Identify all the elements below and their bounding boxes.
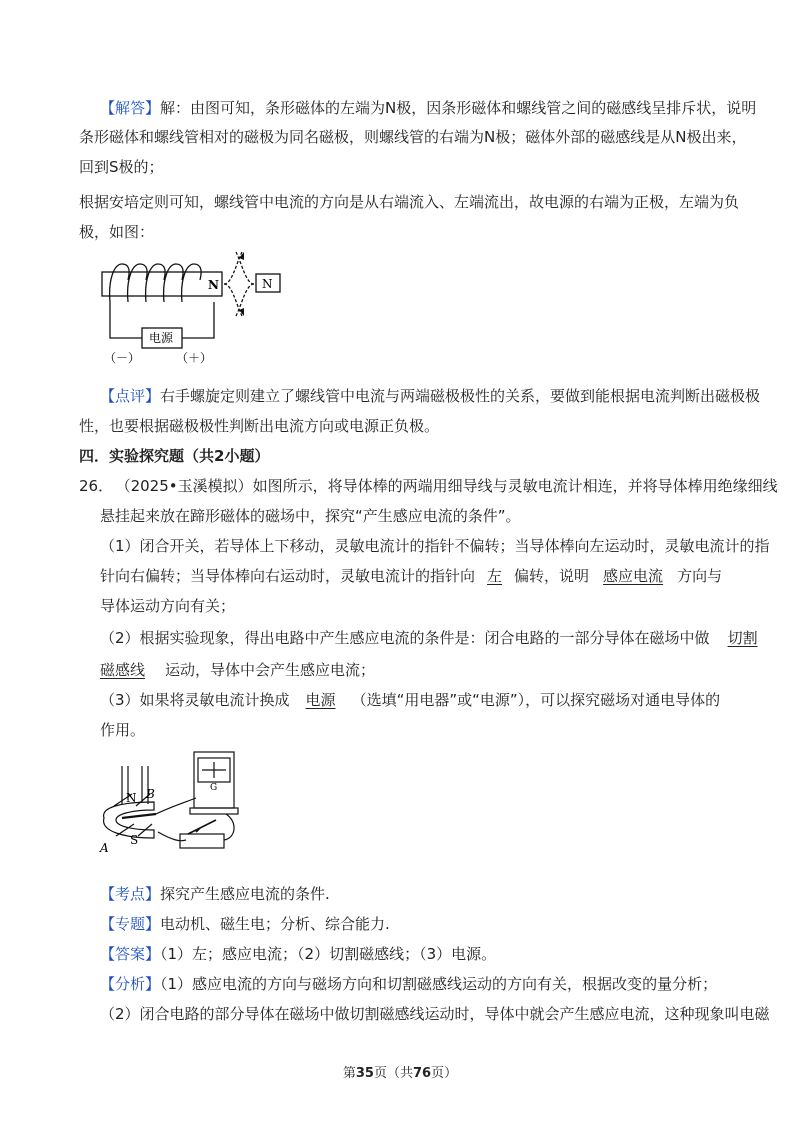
magnet-s-label: S	[130, 833, 139, 847]
footer-suffix: 页）	[431, 1066, 458, 1081]
q26-part2-text-b: 运动，导体中会产生感应电流；	[165, 661, 376, 679]
q26-part1-text-c: 方向与	[677, 567, 723, 585]
q26-part1-line-2	[100, 566, 722, 586]
fenxi-line-2: （2）闭合电路的部分导体在磁场中做切割磁感线运动时，导体中就会产生感应电流，这种现象叫电磁	[100, 1005, 770, 1023]
daan-tag: 【答案】	[100, 945, 161, 963]
point-b-label: B	[146, 787, 155, 801]
comment-line-2: 性，也要根据磁极极性判断出电流方向或电源正负极。	[79, 417, 440, 435]
answer-line-4: 根据安培定则可知，螺线管中电流的方向是从右端流入、左端流出，故电源的右端为正极，左端为负	[79, 193, 740, 211]
magnet-n-label: N	[126, 791, 137, 805]
zhuanti-tag: 【专题】	[100, 915, 161, 933]
footer-page-number: 35	[355, 1066, 374, 1081]
answer-line-5: 极，如图：	[79, 223, 155, 241]
answer-text: 解：由图可知，条形磁体的左端为N极，因条形磁体和螺线管之间的磁感线呈排斥状，说明	[160, 99, 757, 117]
galvanometer-g-label: G	[210, 783, 218, 793]
fenxi-tag: 【分析】	[100, 975, 161, 993]
q26-part2-text-a: （2）根据实验现象，得出电路中产生感应电流的条件是：闭合电路的一部分导体在磁场中做	[100, 629, 710, 647]
q26-part3-text-b: （选填“用电器”或“电源”），可以探究磁场对通电导体的	[351, 691, 721, 709]
zhuanti-text: 电动机、磁生电；分析、综合能力.	[160, 915, 390, 933]
answer-blank-left: 左	[487, 567, 503, 585]
magnet-pole-label: N	[262, 277, 273, 291]
solenoid-core	[102, 272, 222, 296]
q26-stem-text: （2025•玉溪模拟）如图所示，将导体棒的两端用细导线与灵敏电流计相连，并将导体棒用绝缘细线	[123, 477, 778, 495]
q26-part1-text-b: 偏转，说明	[514, 567, 590, 585]
comment-text: 右手螺旋定则建立了螺线管中电流与两端磁极极性的关系，要做到能根据电流判断出磁极极	[160, 387, 761, 405]
q26-part2-line-2	[100, 660, 375, 680]
solenoid-figure	[98, 250, 288, 368]
field-line-down-2	[236, 284, 254, 316]
galvanometer-base	[190, 808, 238, 814]
q26-part1-text-a: 针向右偏转；当导体棒向右运动时，灵敏电流计的指针向	[100, 567, 476, 585]
field-line-down	[224, 284, 242, 316]
dianping-tag: 【点评】	[100, 387, 161, 405]
power-source-label: 电源	[149, 331, 174, 345]
galvanometer-case	[194, 752, 234, 808]
galvanometer-needle	[202, 762, 226, 778]
footer-prefix: 第	[342, 1066, 356, 1081]
right-wire	[182, 302, 214, 338]
jieda-tag: 【解答】	[100, 99, 161, 117]
answer-blank-cutting-a: 切割	[727, 629, 758, 647]
answer-line-2: 条形磁体和螺线管相对的磁极为同名磁极，则螺线管的右端为N极；磁体外部的磁感线是从N极出来，	[79, 128, 747, 146]
answer-blank-cutting-b: 磁感线	[100, 661, 146, 679]
footer-mid: 页（共	[373, 1066, 413, 1081]
zhuanti-line	[100, 914, 390, 934]
answer-blank-power-source: 电源	[305, 691, 336, 709]
q26-number: 26．	[79, 477, 114, 495]
answer-line-3: 回到S极的；	[79, 158, 164, 176]
daan-text: （1）左；感应电流；（2）切割磁感线；（3）电源。	[160, 945, 497, 963]
q26-part3-line-2: 作用。	[100, 721, 146, 739]
q26-stem-line-1	[79, 476, 778, 496]
induction-apparatus-figure	[96, 748, 246, 860]
left-wire	[110, 302, 142, 338]
answer-blank-induced-current: 感应电流	[603, 567, 664, 585]
horseshoe-magnet	[104, 802, 154, 838]
q26-part3-line-1	[100, 690, 720, 710]
switch-base	[180, 834, 224, 848]
kaodian-text: 探究产生感应电流的条件.	[160, 885, 330, 903]
answer-line-1	[100, 98, 756, 118]
point-a-label: A	[100, 841, 109, 855]
daan-line	[100, 944, 496, 964]
conductor-rod	[122, 814, 156, 818]
switch-lever	[188, 820, 216, 834]
fenxi-line-1	[100, 974, 717, 994]
kaodian-tag: 【考点】	[100, 885, 161, 903]
field-line-up	[224, 252, 242, 284]
q26-part3-text-a: （3）如果将灵敏电流计换成	[100, 691, 290, 709]
kaodian-line	[100, 884, 330, 904]
positive-label: （＋）	[176, 351, 213, 365]
field-line-up-2	[236, 252, 254, 284]
negative-label: （－）	[104, 351, 141, 365]
q26-part1-line-3: 导体运动方向有关；	[100, 597, 236, 615]
page-footer	[0, 1062, 800, 1081]
comment-line-1	[100, 386, 760, 406]
q26-part2-line-1	[100, 628, 758, 648]
section-title: 四．实验探究题（共2小题）	[79, 447, 270, 465]
q26-stem-line-2: 悬挂起来放在蹄形磁体的磁场中，探究“产生感应电流的条件”。	[100, 507, 521, 525]
q26-part1-line-1: （1）闭合开关，若导体上下移动，灵敏电流计的指针不偏转；当导体棒向左运动时，灵敏电流计的指	[100, 537, 770, 555]
fenxi-text: （1）感应电流的方向与磁场方向和切割磁感线运动的方向有关，根据改变的量分析；	[160, 975, 718, 993]
footer-total-pages: 76	[413, 1066, 432, 1081]
coil-pole-label: N	[208, 278, 219, 292]
